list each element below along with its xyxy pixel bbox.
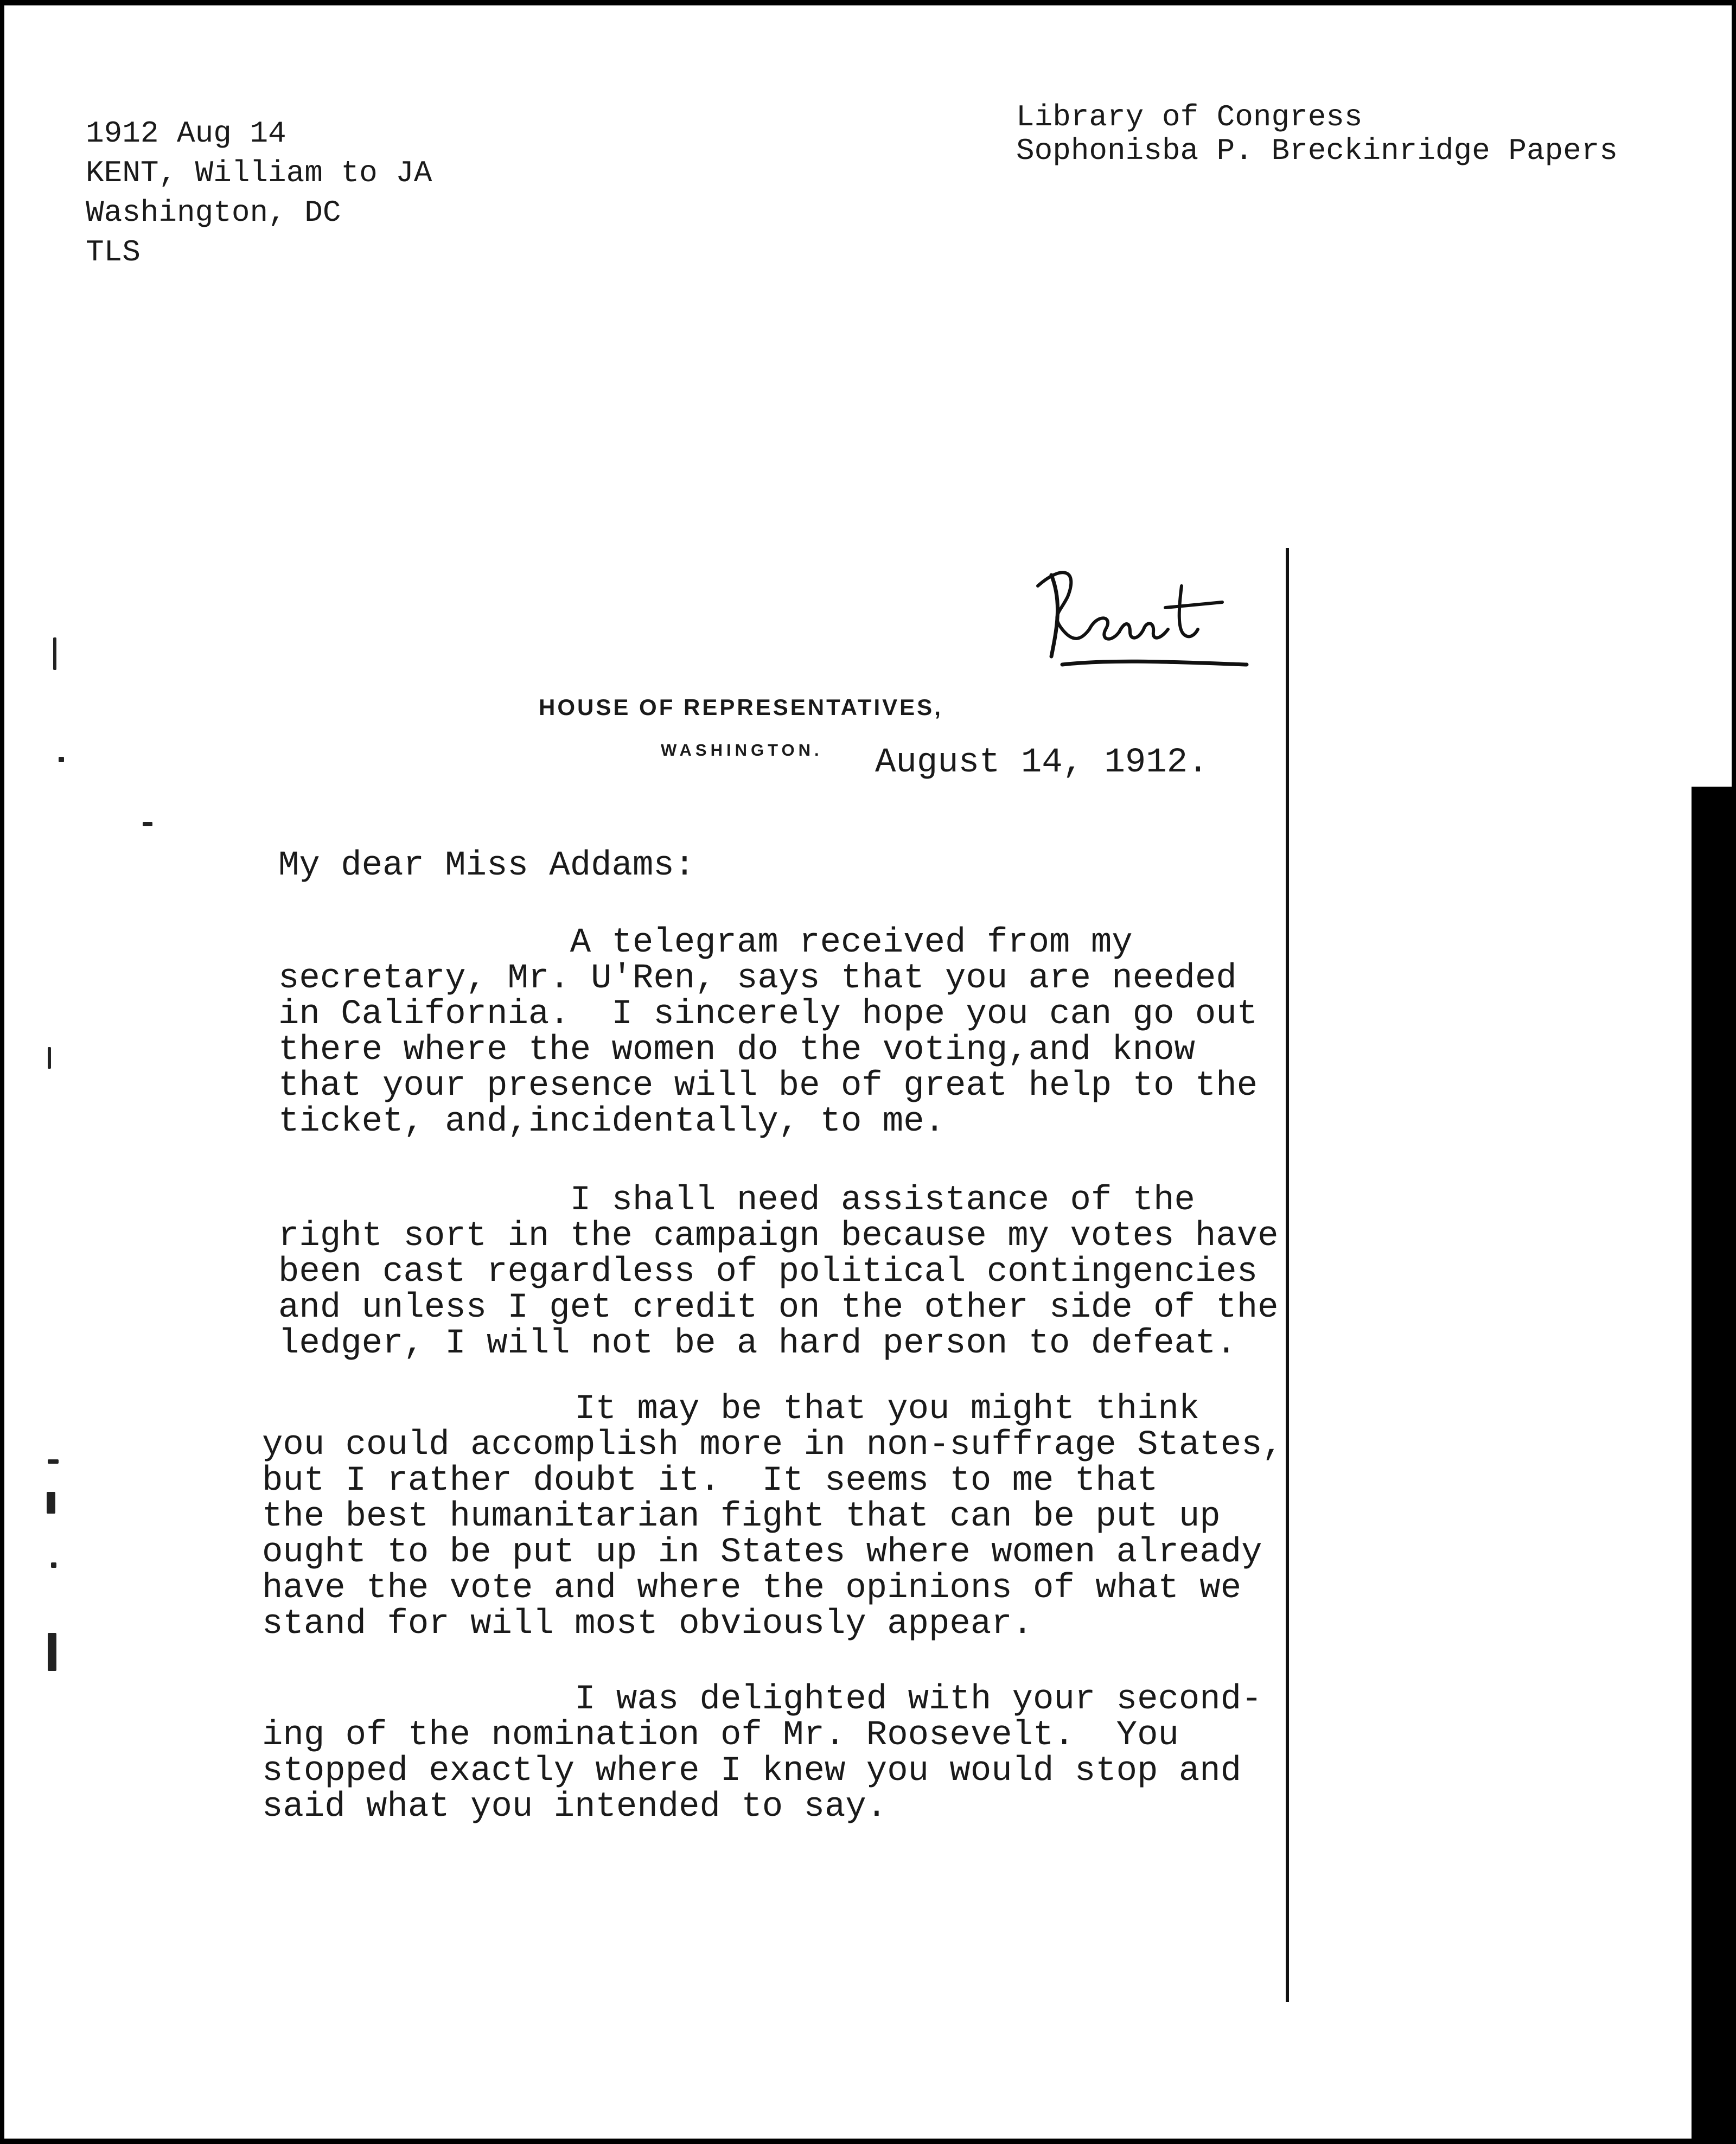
page-edge-line (1286, 548, 1289, 2002)
text-line: ing of the nomination of Mr. Roosevelt. You (262, 1716, 1179, 1755)
speck (48, 1633, 56, 1671)
paragraph-3 (262, 1392, 1283, 1642)
salutation: My dear Miss Addams: (278, 846, 695, 885)
paragraph-1 (278, 925, 1258, 1140)
catalog-line: TLS (86, 235, 141, 270)
text-line: but I rather doubt it. It seems to me that (262, 1462, 1158, 1501)
text-line: It may be that you might think (262, 1390, 1200, 1429)
text-line: ledger, I will not be a hard person to defeat. (278, 1324, 1237, 1363)
text-line: there where the women do the voting,and know (278, 1031, 1195, 1070)
letter-date: August 14, 1912. (875, 743, 1209, 782)
catalog-info (86, 114, 432, 272)
text-line: said what you intended to say. (262, 1788, 888, 1827)
letterhead-house: HOUSE OF REPRESENTATIVES, (539, 694, 943, 720)
text-line: ought to be put up in States where women already (262, 1533, 1262, 1572)
speck (53, 637, 56, 670)
archive-line: Sophonisba P. Breckinridge Papers (1016, 133, 1618, 168)
letter-scan (4, 5, 1732, 2139)
text-line: secretary, Mr. U'Ren, says that you are needed (278, 959, 1237, 998)
text-line: have the vote and where the opinions of what we (262, 1569, 1242, 1608)
scan-edge-shadow (1692, 787, 1732, 2139)
text-line: in California. I sincerely hope you can go out (278, 995, 1258, 1034)
text-line: the best humanitarian fight that can be put up (262, 1497, 1221, 1536)
text-line: stand for will most obviously appear. (262, 1605, 1033, 1644)
text-line: I shall need assistance of the (278, 1181, 1195, 1220)
text-line: stopped exactly where I knew you would stop and (262, 1752, 1242, 1791)
speck (48, 1047, 51, 1069)
speck (47, 1492, 55, 1514)
text-line: I was delighted with your second- (262, 1680, 1262, 1719)
archive-line: Library of Congress (1016, 100, 1363, 135)
letterhead-city: WASHINGTON. (661, 741, 823, 760)
text-line: A telegram received from my (278, 923, 1133, 962)
text-line: and unless I get credit on the other side of the (278, 1288, 1279, 1328)
archive-info (1016, 100, 1618, 168)
text-line: you could accomplish more in non-suffrage States, (262, 1426, 1283, 1465)
handwritten-signature (1030, 553, 1258, 678)
speck (48, 1459, 59, 1464)
catalog-line: Washington, DC (86, 195, 341, 230)
speck (143, 822, 152, 826)
text-line: that your presence will be of great help to the (278, 1067, 1258, 1106)
paragraph-2 (278, 1183, 1279, 1362)
margin-specks (37, 548, 80, 1850)
text-line: ticket, and,incidentally, to me. (278, 1102, 945, 1141)
catalog-line: 1912 Aug 14 (86, 116, 286, 151)
catalog-line: KENT, William to JA (86, 156, 432, 190)
speck (51, 1562, 56, 1568)
paragraph-4 (262, 1682, 1262, 1825)
speck (59, 757, 64, 762)
text-line: been cast regardless of political contingencies (278, 1253, 1258, 1292)
text-line: right sort in the campaign because my votes have (278, 1217, 1279, 1256)
